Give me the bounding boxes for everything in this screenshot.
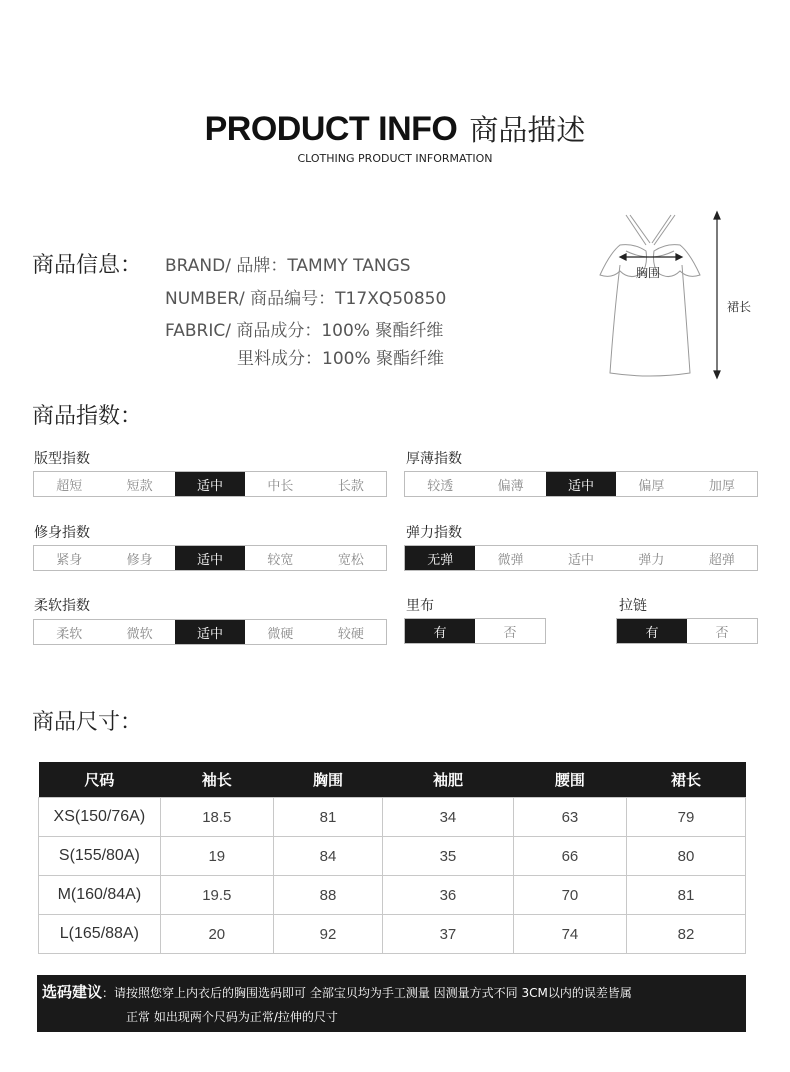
size-cell: M(160/84A)	[39, 876, 161, 915]
table-cell: 70	[513, 876, 626, 915]
table-cell: 84	[273, 837, 382, 876]
title-cn: 商品描述	[469, 113, 586, 147]
size-table	[38, 762, 746, 954]
col-header: 腰围	[513, 762, 626, 798]
slim-option-selected: 适中	[175, 546, 245, 570]
table-cell: 81	[273, 798, 382, 837]
soft-index-label: 柔软指数	[34, 598, 90, 614]
info-heading: 商品信息：	[32, 253, 143, 278]
col-header: 裙长	[626, 762, 745, 798]
page-title	[0, 108, 790, 149]
soft-option: 较硬	[337, 626, 364, 642]
fit-option-selected: 适中	[175, 472, 245, 496]
fit-index-scale	[33, 471, 387, 497]
col-header: 袖肥	[383, 762, 514, 798]
thickness-option: 偏薄	[497, 478, 524, 494]
thickness-option: 较透	[427, 478, 454, 494]
advice-text-2: 正常 如出现两个尺码为正常/拉伸的尺寸	[126, 1010, 338, 1024]
lining-option: 否	[503, 625, 517, 641]
zipper-option-selected: 有	[617, 619, 687, 643]
table-cell: 19.5	[160, 876, 273, 915]
table-cell: 80	[626, 837, 745, 876]
advice-text-1: ：请按照您穿上内衣后的胸围选码即可 全部宝贝均为手工测量 因测量方式不同 3CM以内的误差皆属	[102, 986, 632, 1000]
info-fabric: FABRIC/ 商品成分：100% 聚酯纤维	[165, 321, 444, 341]
lining-index-scale	[404, 618, 546, 644]
indices-heading: 商品指数：	[32, 404, 143, 429]
table-cell: 19	[160, 837, 273, 876]
lining-option-selected: 有	[405, 619, 475, 643]
table-cell: 35	[383, 837, 514, 876]
soft-option: 柔软	[56, 626, 83, 642]
table-cell: 20	[160, 915, 273, 954]
elastic-index-label: 弹力指数	[406, 525, 462, 541]
length-label: 裙长	[727, 300, 752, 314]
lining-index-label: 里布	[406, 598, 434, 614]
elastic-option: 超弹	[708, 552, 735, 568]
info-lining: 里料成分：100% 聚酯纤维	[237, 349, 445, 369]
slim-index-label: 修身指数	[34, 525, 90, 541]
length-arrow	[714, 212, 720, 378]
size-cell: L(165/88A)	[39, 915, 161, 954]
zipper-option: 否	[715, 625, 729, 641]
size-cell: XS(150/76A)	[39, 798, 161, 837]
info-number: NUMBER/ 商品编号：T17XQ50850	[165, 289, 447, 309]
size-heading: 商品尺寸：	[32, 710, 143, 735]
elastic-option-selected: 无弹	[405, 546, 475, 570]
table-cell: 34	[383, 798, 514, 837]
soft-index-scale	[33, 619, 387, 645]
table-cell: 63	[513, 798, 626, 837]
thickness-option: 加厚	[708, 478, 735, 494]
col-header: 袖长	[160, 762, 273, 798]
soft-option: 微硬	[267, 626, 294, 642]
table-row	[39, 837, 746, 876]
info-brand: BRAND/ 品牌：TAMMY TANGS	[165, 256, 411, 276]
title-en: PRODUCT INFO	[204, 110, 458, 148]
slim-index-scale	[33, 545, 387, 571]
advice-title: 选码建议	[42, 983, 103, 1001]
table-cell: 82	[626, 915, 745, 954]
elastic-option: 微弹	[497, 552, 524, 568]
elastic-index-scale	[404, 545, 758, 571]
table-cell: 79	[626, 798, 745, 837]
col-header: 胸围	[273, 762, 382, 798]
table-cell: 92	[273, 915, 382, 954]
thickness-option: 偏厚	[638, 478, 665, 494]
fit-option: 短款	[126, 478, 153, 494]
table-row	[39, 876, 746, 915]
size-table-header	[39, 762, 746, 798]
table-cell: 36	[383, 876, 514, 915]
dress-diagram	[590, 205, 760, 385]
slim-option: 宽松	[337, 552, 364, 568]
page-subtitle: CLOTHING PRODUCT INFORMATION	[297, 152, 493, 165]
table-cell: 88	[273, 876, 382, 915]
chest-label: 胸围	[636, 266, 661, 280]
thickness-index-label: 厚薄指数	[406, 451, 462, 467]
slim-option: 紧身	[56, 552, 83, 568]
table-row	[39, 915, 746, 954]
fit-option: 中长	[267, 478, 294, 494]
table-cell: 81	[626, 876, 745, 915]
fit-option: 超短	[56, 478, 83, 494]
dress-outline	[600, 215, 700, 376]
size-cell: S(155/80A)	[39, 837, 161, 876]
size-advice-box	[37, 975, 746, 1032]
fit-option: 长款	[337, 478, 364, 494]
slim-option: 较宽	[267, 552, 294, 568]
elastic-option: 弹力	[638, 552, 665, 568]
chest-arrow	[620, 254, 682, 260]
table-row	[39, 798, 746, 837]
col-header: 尺码	[39, 762, 161, 798]
elastic-option: 适中	[568, 552, 595, 568]
table-cell: 37	[383, 915, 514, 954]
table-cell: 74	[513, 915, 626, 954]
slim-option: 修身	[126, 552, 153, 568]
zipper-index-label: 拉链	[619, 598, 647, 614]
advice-line-1	[42, 981, 740, 1005]
fit-index-label: 版型指数	[34, 451, 90, 467]
thickness-index-scale	[404, 471, 758, 497]
table-cell: 66	[513, 837, 626, 876]
soft-option: 微软	[126, 626, 153, 642]
zipper-index-scale	[616, 618, 758, 644]
table-cell: 18.5	[160, 798, 273, 837]
soft-option-selected: 适中	[175, 620, 245, 644]
thickness-option-selected: 适中	[546, 472, 616, 496]
